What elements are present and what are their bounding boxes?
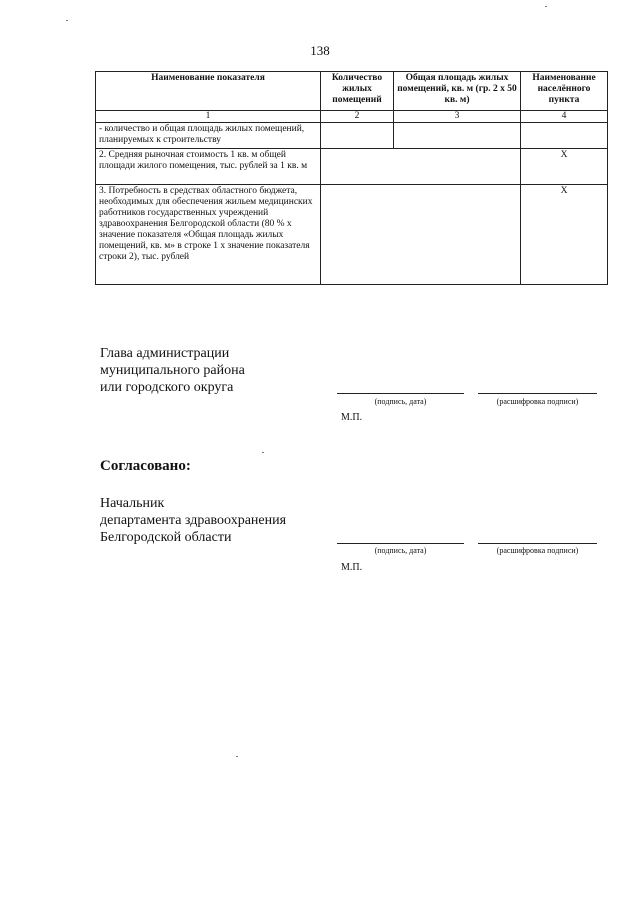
- head-title: [100, 345, 245, 396]
- table-header-row: [96, 72, 608, 111]
- row-indicator: 2. Средняя рыночная стоимость 1 кв. м общей площади жилого помещения, тыс. рублей за 1 кв. м: [96, 149, 321, 185]
- scan-speck: [262, 452, 264, 453]
- approval-title: [100, 495, 286, 546]
- approval-signature-caption: (подпись, дата): [374, 546, 427, 555]
- indicators-table: [95, 71, 608, 285]
- column-numbers-row: [96, 111, 608, 123]
- header-area: Общая площадь жилых помещений, кв. м (гр. 2 х 50 кв. м): [394, 72, 521, 111]
- row-indicator: - количество и общая площадь жилых помещений, планируемых к строительству: [96, 123, 321, 149]
- table-row: [96, 123, 608, 149]
- approval-title-line: Белгородской области: [100, 530, 232, 545]
- approval-stamp-mark: М.П.: [341, 562, 363, 573]
- header-indicator: Наименование показателя: [96, 72, 321, 111]
- row-area: [394, 123, 521, 149]
- row-count-area-merged: [321, 185, 521, 285]
- approval-signature-line: [337, 543, 464, 544]
- approval-heading: Согласовано:: [100, 458, 191, 474]
- scan-speck: [66, 20, 68, 21]
- head-title-line: муниципального района: [100, 363, 245, 378]
- table-row: [96, 149, 608, 185]
- scan-speck: [236, 756, 238, 757]
- approval-title-line: Начальник: [100, 496, 165, 511]
- head-signature-caption: (подпись, дата): [374, 397, 427, 406]
- head-decode-line: [478, 393, 597, 394]
- approval-decode-line: [478, 543, 597, 544]
- head-title-line: или городского округа: [100, 380, 234, 395]
- table-row: [96, 185, 608, 285]
- head-title-line: Глава администрации: [100, 346, 230, 361]
- head-stamp-mark: М.П.: [341, 412, 363, 423]
- head-signature-line: [337, 393, 464, 394]
- row-count: [321, 123, 394, 149]
- approval-title-line: департамента здравоохранения: [100, 513, 287, 528]
- head-decode-caption: (расшифровка подписи): [496, 397, 579, 406]
- row-settlement: Х: [521, 149, 608, 185]
- scan-speck: [545, 6, 547, 7]
- page-number: 138: [310, 43, 330, 58]
- column-number-3: 3: [394, 111, 521, 123]
- row-settlement: [521, 123, 608, 149]
- row-settlement: Х: [521, 185, 608, 285]
- row-count-area-merged: [321, 149, 521, 185]
- header-settlement: Наименование населённого пункта: [521, 72, 608, 111]
- column-number-2: 2: [321, 111, 394, 123]
- column-number-4: 4: [521, 111, 608, 123]
- header-count: Количество жилых помещений: [321, 72, 394, 111]
- row-indicator: 3. Потребность в средствах областного бюджета, необходимых для обеспечения жильем медицинских работников государственных учреждений здравоохранения Белгородской области (80 % х значение показателя «Общая площадь жилых помещений, кв. м» в строке 1 х значение показателя строки 2), тыс. рублей: [96, 185, 321, 285]
- approval-decode-caption: (расшифровка подписи): [496, 546, 579, 555]
- column-number-1: 1: [96, 111, 321, 123]
